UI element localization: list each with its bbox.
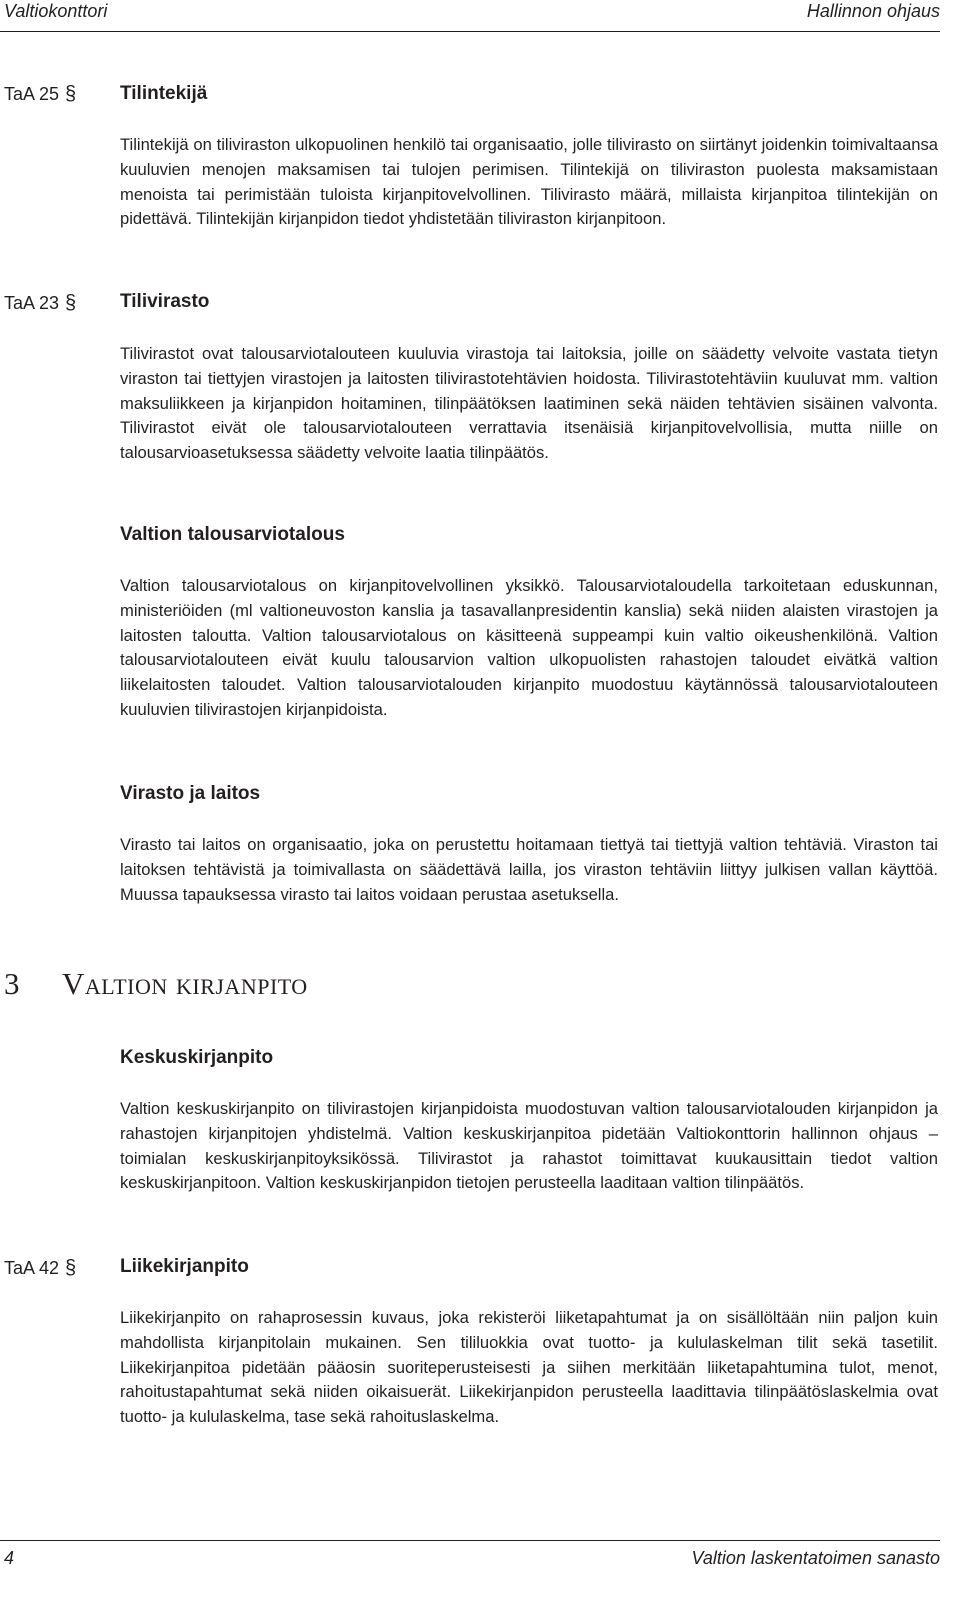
section-heading-tilivirasto: Tilivirasto	[120, 291, 210, 312]
section-heading-keskuskirjanpito: Keskuskirjanpito	[120, 1047, 274, 1068]
page-footer	[4, 1547, 940, 1571]
law-reference-taa-23	[4, 291, 76, 315]
section-sign-icon: §	[65, 1257, 77, 1279]
page-header	[4, 0, 940, 28]
section-body-talousarviotalous: Valtion talousarviotalous on kirjanpitovelvollinen yksikkö. Talousarviotaloudella tarkoitetaan eduskunnan, ministeriöiden (ml valtioneuvoston kanslia ja tasavallanpresidentin kanslia) sekä niiden alaisten virastojen ja laitosten taloutta. Valtion talousarviotalous on käsitteenä suppeampi kuin valtio oikeushenkilönä. Valtion talousarviotalouteen eivät kuulu talousarvion valtion ulkopuolisten rahastojen taloudet eivätkä valtion liikelaitosten taloudet. Valtion talousarviotalouden kirjanpito muodostuu käytännössä talousarviotalouteen kuuluvien tilivirastojen kirjanpidoista.	[120, 576, 938, 719]
law-reference-text: TaA 42	[4, 1258, 60, 1278]
chapter-number: 3	[4, 966, 20, 1001]
law-reference-taa-25	[4, 82, 76, 106]
section-sign-icon: §	[65, 83, 77, 105]
header-organization: Valtiokonttori	[4, 1, 108, 21]
chapter-title: Valtion kirjanpito	[62, 966, 308, 1001]
section-heading-liikekirjanpito: Liikekirjanpito	[120, 1256, 249, 1277]
footer-divider	[0, 1540, 940, 1541]
law-reference-taa-42	[4, 1256, 76, 1280]
section-body-keskuskirjanpito: Valtion keskuskirjanpito on tilivirastojen kirjanpidoista muodostuvan valtion talousarviotalouden kirjanpidon ja rahastojen kirjanpitojen yhdistelmä. Valtion keskuskirjanpitoa pidetään Valtiokonttorin hallinnon ohjaus – toimialan keskuskirjanpitoyksikössä. Tilivirastot ja rahastot toimittavat kuukausittain tiedot valtion keskuskirjanpitoon. Valtion keskuskirjanpidon tietojen perusteella laaditaan valtion tilinpäätös.	[120, 1099, 938, 1193]
section-heading-virasto-ja-laitos: Virasto ja laitos	[120, 783, 261, 804]
section-heading-tilintekija: Tilintekijä	[120, 83, 208, 104]
chapter-heading	[4, 964, 308, 1004]
header-divider	[0, 31, 940, 32]
law-reference-text: TaA 23	[4, 293, 60, 313]
header-department: Hallinnon ohjaus	[806, 1, 940, 21]
section-body-virasto-ja-laitos: Virasto tai laitos on organisaatio, joka on perustettu hoitamaan tiettyä tai tiettyjä valtion tehtäviä. Viraston tai laitoksen tehtävistä ja toimivallasta on säädettävä lailla, jos viraston tehtäviin liittyy julkisen vallan käyttöä. Muussa tapauksessa virasto tai laitos voidaan perustaa asetuksella.	[120, 835, 938, 904]
page-number: 4	[4, 1548, 15, 1568]
section-heading-talousarviotalous: Valtion talousarviotalous	[120, 524, 345, 545]
law-reference-text: TaA 25	[4, 84, 60, 104]
footer-publication-title: Valtion laskentatoimen sanasto	[691, 1548, 940, 1568]
section-body-tilivirasto: Tilivirastot ovat talousarviotalouteen kuuluvia virastoja tai laitoksia, joille on säädetty velvoite vastata tietyn viraston tai tiettyjen virastojen ja laitosten tilivirastotehtävien hoidosta. Tilivirastotehtäviin kuuluvat mm. valtion maksuliikkeen ja kirjanpidon hoitaminen, tilinpäätöksen laatiminen sekä näiden tehtävien sisäinen valvonta. Tilivirastot eivät ole talousarviotalouteen verrattavia itsenäisiä kirjanpitovelvollisia, mutta niille on talousarvioasetuksessa säädetty velvoite laatia tilinpäätös.	[120, 344, 938, 463]
section-body-liikekirjanpito: Liikekirjanpito on rahaprosessin kuvaus, joka rekisteröi liiketapahtumat ja on sisällöltään niin paljon kuin mahdollista kirjanpitolain mukainen. Sen tililuokkia ovat tuotto- ja kululaskelman tilit sekä tasetilit. Liikekirjanpitoa pidetään pääosin suoriteperusteisesti ja siihen merkitään liiketapahtumina tulot, menot, rahoitustapahtumat sekä niiden oikaisuerät. Liikekirjanpidon perusteella laadittavia tilinpäätöslaskelmia ovat tuotto- ja kululaskelma, tase sekä rahoituslaskelma.	[120, 1308, 938, 1427]
section-sign-icon: §	[65, 292, 77, 314]
section-body-tilintekija: Tilintekijä on tiliviraston ulkopuolinen henkilö tai organisaatio, jolle tilivirasto on siirtänyt joidenkin toimivaltaansa kuuluvien menojen maksamisen tai tulojen perimisen. Tilintekijä on tiliviraston puolesta maksamistaan menoista tai perimistään tuloista kirjanpitovelvollinen. Tilivirasto määrä, millaista kirjanpitoa tilintekijän on pidettävä. Tilintekijän kirjanpidon tiedot yhdistetään tiliviraston kirjanpitoon.	[120, 135, 938, 229]
